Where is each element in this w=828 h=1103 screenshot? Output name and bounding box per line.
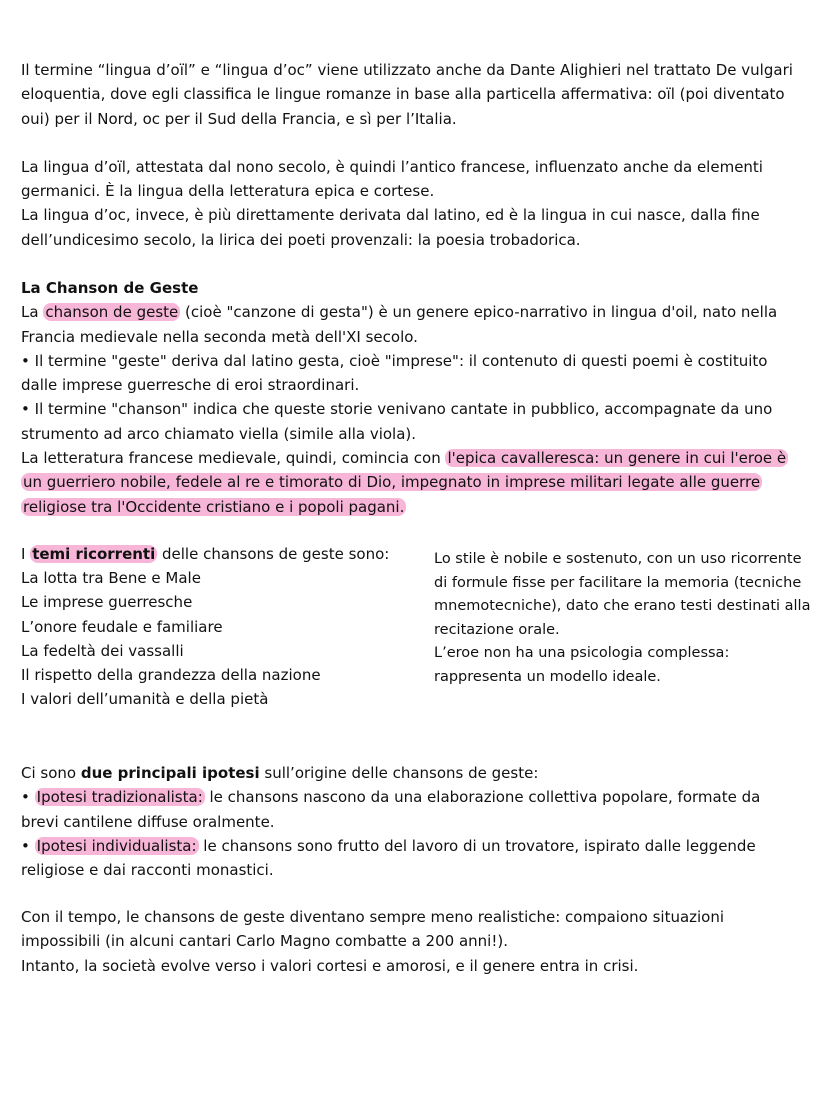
highlight-epica-cavalleresca: l'epica cavalleresca: un genere in cui l'eroe è un guerriero nobile, fedele al re e timorato di Dio, impegnato in imprese militari legate alle guerre religiose tra l'Occidente cristiano e i popoli pagani. xyxy=(23,449,787,516)
bullet-geste-text: Il termine "geste" deriva dal latino gesta, cioè "imprese": il contenuto di questi poemi è costituito dalle imprese guerresche di eroi straordinari. xyxy=(21,351,768,395)
hypotheses-intro xyxy=(21,761,801,785)
intro-paragraph-1: Il termine “lingua d’oïl” e “lingua d’oc” viene utilizzato anche da Dante Alighieri nel trattato De vulgari eloquentia, dove egli classifica le lingue romanze in base alla particella affermativa: oïl (poi diventato oui) per il Nord, oc per il Sud della Francia, e sì per l’Italia. xyxy=(21,61,793,128)
style-column xyxy=(434,548,814,689)
hypotheses-intro-suffix: sull’origine delle chansons de geste: xyxy=(259,764,539,782)
themes-intro-prefix: I xyxy=(21,545,31,563)
style-paragraph-1: Lo stile è nobile e sostenuto, con un uso ricorrente di formule fisse per facilitare la memoria (tecniche mnemotecniche), dato che erano testi destinati alla recitazione orale. xyxy=(434,551,811,638)
style-paragraph-2: L’eroe non ha una psicologia complessa: rappresenta un modello ideale. xyxy=(434,645,730,685)
themes-intro-suffix: delle chansons de geste sono: xyxy=(157,545,390,563)
epic-prefix: La letteratura francese medievale, quindi, comincia con xyxy=(21,449,446,468)
hypotheses-intro-prefix: Ci sono xyxy=(21,764,81,782)
hypotheses-section xyxy=(21,761,801,882)
bullet-icon: • xyxy=(21,836,30,855)
highlight-chanson-de-geste: chanson de geste xyxy=(45,303,179,322)
bullet-icon: • xyxy=(21,400,30,419)
epic-paragraph xyxy=(21,446,801,519)
section-heading: La Chanson de Geste xyxy=(21,279,199,297)
hypothesis-traditional xyxy=(21,785,801,834)
intro-section xyxy=(21,58,801,252)
theme-item: La fedeltà dei vassalli xyxy=(21,641,184,660)
highlight-ipotesi-individualista: Ipotesi individualista: xyxy=(36,836,197,855)
conclusion-paragraph-1: Con il tempo, le chansons de geste diventano sempre meno realistiche: compaiono situazioni impossibili (in alcuni cantari Carlo Magno combatte a 200 anni!). xyxy=(21,908,725,951)
theme-item: I valori dell’umanità e della pietà xyxy=(21,690,269,709)
highlight-temi-ricorrenti: temi ricorrenti xyxy=(32,545,156,563)
theme-item: La lotta tra Bene e Male xyxy=(21,569,201,588)
themes-column xyxy=(21,542,421,711)
theme-item: Il rispetto della grandezza della nazione xyxy=(21,666,321,685)
hypothesis-traditional-text: le chansons nascono da una elaborazione collettiva popolare, formate da brevi cantilene diffuse oralmente. xyxy=(21,788,761,831)
hypothesis-individual xyxy=(21,834,801,883)
theme-item: Le imprese guerresche xyxy=(21,593,193,612)
bullet-geste xyxy=(21,349,801,398)
bullet-icon: • xyxy=(21,351,30,370)
highlight-ipotesi-tradizionalista: Ipotesi tradizionalista: xyxy=(36,788,203,807)
conclusion-section xyxy=(21,905,801,978)
chanson-section xyxy=(21,276,801,519)
definition-suffix: (cioè "canzone di gesta") è un genere epico-narrativo in lingua d'oil, nato nella Francia medievale nella seconda metà dell'XI secolo. xyxy=(21,303,778,346)
conclusion-paragraph-2: Intanto, la società evolve verso i valori cortesi e amorosi, e il genere entra in crisi. xyxy=(21,956,639,975)
theme-item: L’onore feudale e familiare xyxy=(21,617,223,636)
hypotheses-intro-bold: due principali ipotesi xyxy=(80,764,260,782)
bullet-chanson-text: Il termine "chanson" indica che queste storie venivano cantate in pubblico, accompagnate da uno strumento ad arco chiamato viella (simile alla viola). xyxy=(21,400,773,443)
intro-paragraph-2: La lingua d’oïl, attestata dal nono secolo, è quindi l’antico francese, influenzato anche da elementi germanici. È la lingua della letteratura epica e cortese. xyxy=(21,157,763,201)
themes-intro xyxy=(21,542,421,566)
intro-paragraph-3: La lingua d’oc, invece, è più direttamente derivata dal latino, ed è la lingua in cui nasce, dalla fine dell’undicesimo secolo, la lirica dei poeti provenzali: la poesia trobadorica. xyxy=(21,206,760,249)
definition-paragraph xyxy=(21,300,801,349)
hypothesis-individual-text: le chansons sono frutto del lavoro di un trovatore, ispirato dalle leggende religiose e dai racconti monastici. xyxy=(21,836,756,880)
bullet-icon: • xyxy=(21,788,30,807)
definition-prefix: La xyxy=(21,303,44,322)
bullet-chanson xyxy=(21,397,801,446)
